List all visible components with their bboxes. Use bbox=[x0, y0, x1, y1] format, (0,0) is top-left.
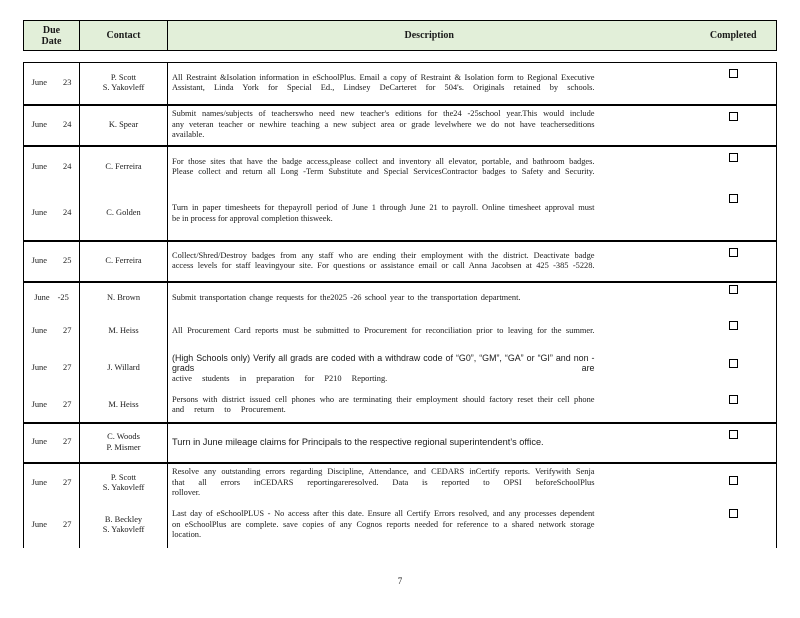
row-contact: P. Scott S. Yakovleff bbox=[80, 63, 168, 105]
row-contact: C. Ferreira bbox=[80, 241, 168, 282]
row-description: Turn in paper timesheets for thepayroll period of June 1 through June 21 to payroll. Online timesheet approval must be in process for approval completion thisweek. bbox=[168, 188, 691, 241]
row-description: Submit names/subjects of teacherswho need new teacher's editions for the24 -25school year.This would include any veteran teacher or newhire teaching a new subject area or grade levelwhere we do not have teacherseditions available. bbox=[168, 105, 691, 146]
row-completed[interactable] bbox=[691, 315, 777, 349]
completed-checkbox[interactable] bbox=[729, 69, 738, 78]
row-description: Persons with district issued cell phones who are terminating their employment should factory reset their cell phone and return to Procurement. bbox=[168, 389, 691, 423]
row-contact: K. Spear bbox=[80, 105, 168, 146]
row-description: Collect/Shred/Destroy badges from any staff who are ending their employment with the district. Deactivate badge access levels for staff leavingyour site. For questions or assistance email or call Anna Jacobsen at 425 -385 -5228. bbox=[168, 241, 691, 282]
row-description: For those sites that have the badge access,please collect and inventory all elevator, portable, and bathroom badges. Please collect and return all Long -Term Substitute and Special ServicesContractor badges to Safety and Security. bbox=[168, 146, 691, 188]
completed-checkbox[interactable] bbox=[729, 112, 738, 121]
row-completed[interactable] bbox=[691, 188, 777, 241]
completed-checkbox[interactable] bbox=[729, 509, 738, 518]
completed-checkbox[interactable] bbox=[729, 395, 738, 404]
row-date: June 25 bbox=[24, 241, 80, 282]
row-contact: C. Golden bbox=[80, 188, 168, 241]
row-completed[interactable] bbox=[691, 63, 777, 105]
table-row bbox=[24, 188, 777, 241]
completed-checkbox[interactable] bbox=[729, 153, 738, 162]
row-contact: C. Ferreira bbox=[80, 146, 168, 188]
row-description: Submit transportation change requests for the2025 -26 school year to the transportation department. bbox=[168, 282, 691, 315]
row-description: Last day of eSchoolPLUS - No access after this date. Ensure all Certify Errors resolved, and any processes dependent on eSchoolPlus are complete. save copies of any Cognos reports needed for reference to a shared network storage location. bbox=[168, 503, 691, 548]
due-date-header: Due Date bbox=[24, 21, 80, 51]
row-contact: J. Willard bbox=[80, 349, 168, 389]
completed-checkbox[interactable] bbox=[729, 476, 738, 485]
table-row bbox=[24, 241, 777, 282]
table-row bbox=[24, 423, 777, 463]
row-date: June 27 bbox=[24, 463, 80, 503]
row-contact: P. Scott S. Yakovleff bbox=[80, 463, 168, 503]
row-completed[interactable] bbox=[691, 423, 777, 463]
row-completed[interactable] bbox=[691, 349, 777, 389]
completed-checkbox[interactable] bbox=[729, 430, 738, 439]
row-description: Resolve any outstanding errors regarding Discipline, Attendance, and CEDARS inCertify reports. Verifywith Senja that all errors inCEDARS reportingareresolved. Data is reported to OPSI beforeSchoolPlus rollover. bbox=[168, 463, 691, 503]
completed-checkbox[interactable] bbox=[729, 285, 738, 294]
table-header bbox=[23, 20, 777, 51]
row-date: June 27 bbox=[24, 349, 80, 389]
row-contact: M. Heiss bbox=[80, 315, 168, 349]
row-date: June 27 bbox=[24, 389, 80, 423]
row-date: June 24 bbox=[24, 105, 80, 146]
row-description: All Restraint &Isolation information in eSchoolPlus. Email a copy of Restraint & Isolation form to Regional Executive Assistant, Linda York for Special Ed., Lindsey DeCarteret for 504's. Originals retained by schools. bbox=[168, 63, 691, 105]
row-completed[interactable] bbox=[691, 282, 777, 315]
row-date: June 27 bbox=[24, 315, 80, 349]
table-row bbox=[24, 389, 777, 423]
row-completed[interactable] bbox=[691, 105, 777, 146]
page-number: 7 bbox=[397, 576, 403, 586]
completed-header: Completed bbox=[691, 21, 777, 51]
row-contact: B. Beckley S. Yakovleff bbox=[80, 503, 168, 548]
row-description: All Procurement Card reports must be submitted to Procurement for reconciliation prior to leaving for the summer. bbox=[168, 315, 691, 349]
completed-checkbox[interactable] bbox=[729, 194, 738, 203]
completed-checkbox[interactable] bbox=[729, 248, 738, 257]
description-header: Description bbox=[168, 21, 691, 51]
row-contact: C. Woods P. Mismer bbox=[80, 423, 168, 463]
row-completed[interactable] bbox=[691, 503, 777, 548]
table-row bbox=[24, 349, 777, 389]
table-row bbox=[24, 146, 777, 188]
completed-checkbox[interactable] bbox=[729, 359, 738, 368]
row-completed[interactable] bbox=[691, 389, 777, 423]
row-completed[interactable] bbox=[691, 463, 777, 503]
row-completed[interactable] bbox=[691, 241, 777, 282]
row-date: June 23 bbox=[24, 63, 80, 105]
row-date: June 27 bbox=[24, 423, 80, 463]
row-date: June 24 bbox=[24, 146, 80, 188]
table-row bbox=[24, 63, 777, 105]
row-description: Turn in June mileage claims for Principals to the respective regional superintendent’s office. bbox=[168, 423, 691, 463]
row-date: June -25 bbox=[24, 282, 80, 315]
row-contact: M. Heiss bbox=[80, 389, 168, 423]
row-date: June 24 bbox=[24, 188, 80, 241]
table-row bbox=[24, 503, 777, 548]
contact-header: Contact bbox=[80, 21, 168, 51]
row-description: (High Schools only) Verify all grads are coded with a withdraw code of “G0”, “GM”, “GA” or “GI” and non -grads are active students in preparation for P210 Reporting. bbox=[168, 349, 691, 389]
row-contact: N. Brown bbox=[80, 282, 168, 315]
table-row bbox=[24, 315, 777, 349]
table-row bbox=[24, 105, 777, 146]
task-table bbox=[23, 62, 777, 548]
row-date: June 27 bbox=[24, 503, 80, 548]
table-row bbox=[24, 463, 777, 503]
completed-checkbox[interactable] bbox=[729, 321, 738, 330]
row-completed[interactable] bbox=[691, 146, 777, 188]
table-row bbox=[24, 282, 777, 315]
